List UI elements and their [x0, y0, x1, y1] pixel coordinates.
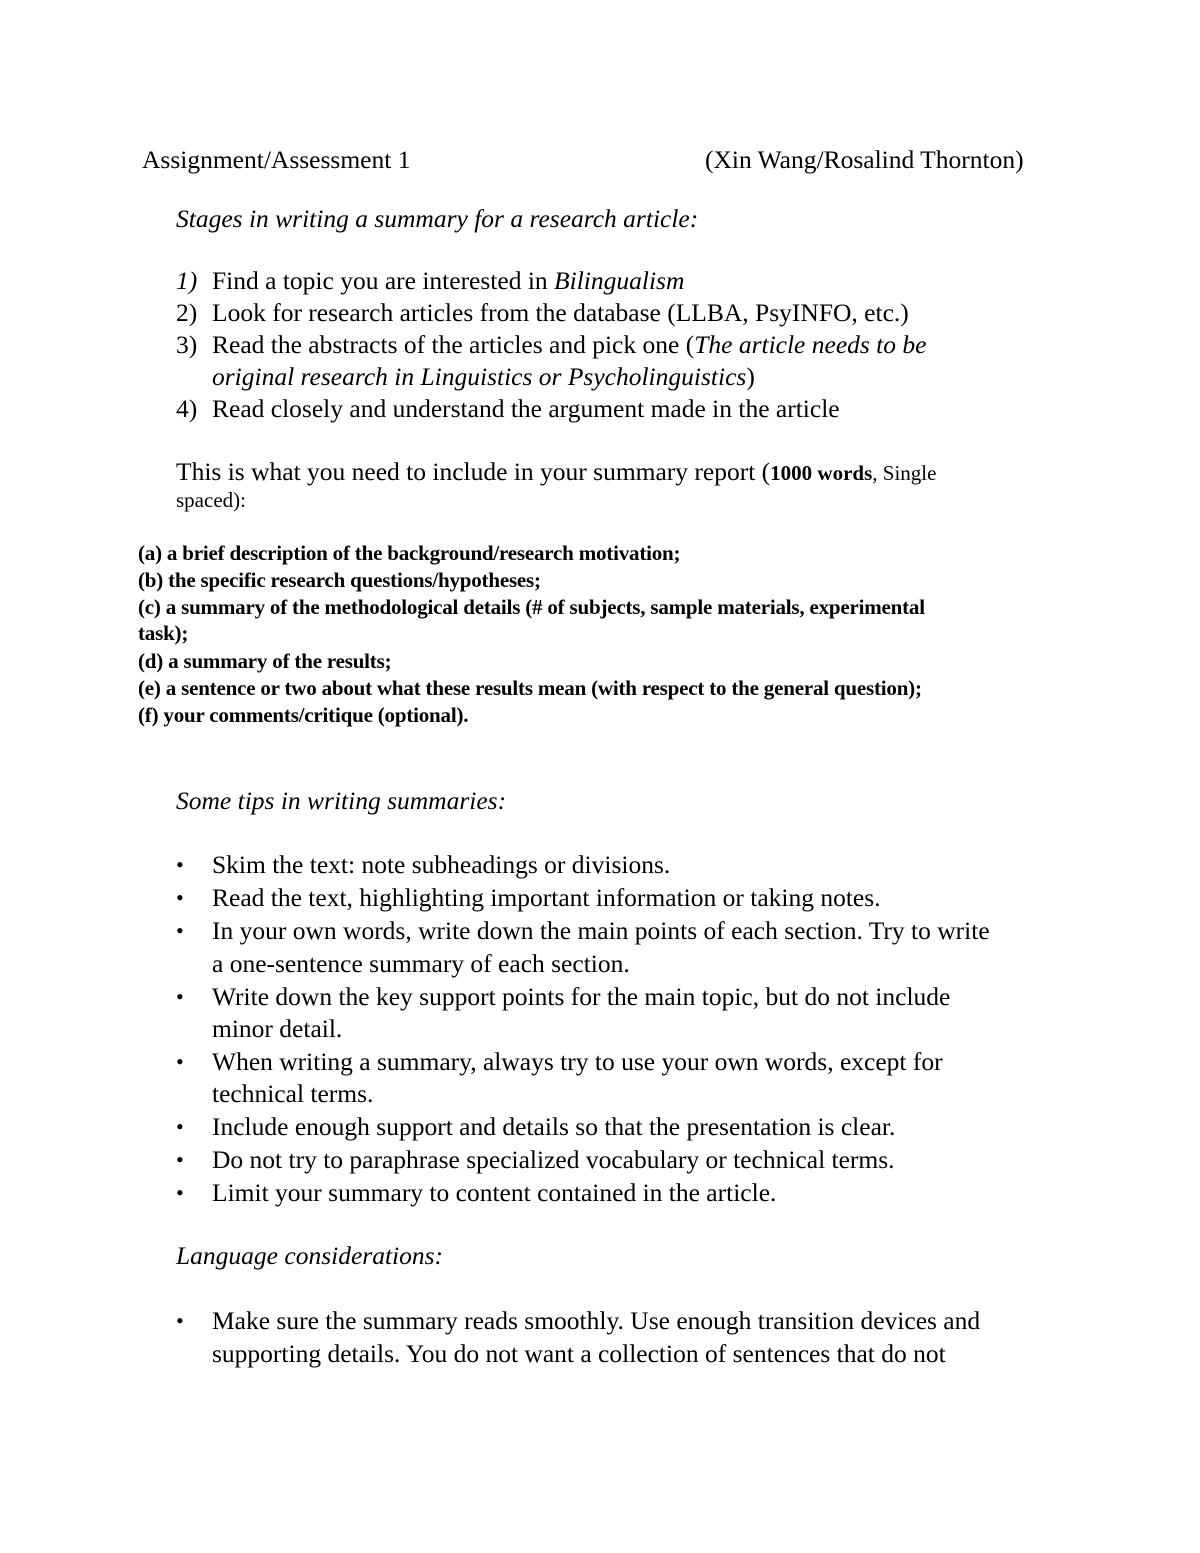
language-item-continuation: supporting details. You do not want a collection of sentences that do not: [212, 1339, 946, 1368]
tip-item: In your own words, write down the main points of each section. Try to write: [212, 916, 990, 945]
tip-item: Read the text, highlighting important information or taking notes.: [212, 883, 881, 912]
tips-heading: Some tips in writing summaries:: [176, 786, 507, 815]
stage-number: 3): [176, 330, 198, 359]
bullet-icon: •: [176, 1308, 184, 1333]
requirement-item: (b) the specific research questions/hypotheses;: [138, 568, 541, 592]
bullet-icon: •: [176, 885, 184, 910]
bullet-icon: •: [176, 1049, 184, 1074]
requirement-item: (a) a brief description of the background/research motivation;: [138, 541, 681, 565]
tip-item: Do not try to paraphrase specialized vocabulary or technical terms.: [212, 1145, 895, 1174]
requirement-item: (e) a sentence or two about what these results mean (with respect to the general question);: [138, 676, 922, 700]
bullet-icon: •: [176, 1180, 184, 1205]
bullet-icon: •: [176, 1114, 184, 1139]
bullet-icon: •: [176, 984, 184, 1009]
instructor-names: (Xin Wang/Rosalind Thornton): [705, 145, 1024, 174]
tip-item: Write down the key support points for the main topic, but do not include: [212, 982, 951, 1011]
stage-number: 2): [176, 298, 198, 327]
tip-item: When writing a summary, always try to use your own words, except for: [212, 1047, 943, 1076]
bullet-icon: •: [176, 918, 184, 943]
tip-item: Limit your summary to content contained in the article.: [212, 1178, 777, 1207]
stage-number: 4): [176, 394, 198, 423]
stage-item-continuation: original research in Linguistics or Psycholinguistics): [212, 362, 755, 391]
stage-item: Read the abstracts of the articles and pick one (The article needs to be: [212, 330, 927, 359]
language-item: Make sure the summary reads smoothly. Use enough transition devices and: [212, 1306, 981, 1335]
requirement-item: (d) a summary of the results;: [138, 649, 392, 673]
stage-item: Read closely and understand the argument made in the article: [212, 394, 840, 423]
language-heading: Language considerations:: [176, 1241, 444, 1270]
stage-number: 1): [176, 266, 198, 295]
tip-item: Include enough support and details so that the presentation is clear.: [212, 1112, 896, 1141]
assignment-title: Assignment/Assessment 1: [142, 145, 411, 174]
tip-item-continuation: a one-sentence summary of each section.: [212, 949, 630, 978]
stage-item: Find a topic you are interested in Bilingualism: [212, 266, 685, 295]
requirement-item-continuation: task);: [138, 621, 189, 645]
stages-heading: Stages in writing a summary for a research article:: [176, 204, 699, 233]
bullet-icon: •: [176, 1147, 184, 1172]
tip-item: Skim the text: note subheadings or divisions.: [212, 850, 671, 879]
tip-item-continuation: technical terms.: [212, 1079, 374, 1108]
requirement-item: (c) a summary of the methodological details (# of subjects, sample materials, experimental: [138, 595, 925, 619]
requirement-item: (f) your comments/critique (optional).: [138, 703, 469, 727]
include-intro: This is what you need to include in your summary report (1000 words, Single: [176, 457, 937, 486]
stage-item: Look for research articles from the database (LLBA, PsyINFO, etc.): [212, 298, 909, 327]
tip-item-continuation: minor detail.: [212, 1014, 343, 1043]
bullet-icon: •: [176, 852, 184, 877]
include-intro-continuation: spaced):: [176, 488, 246, 512]
